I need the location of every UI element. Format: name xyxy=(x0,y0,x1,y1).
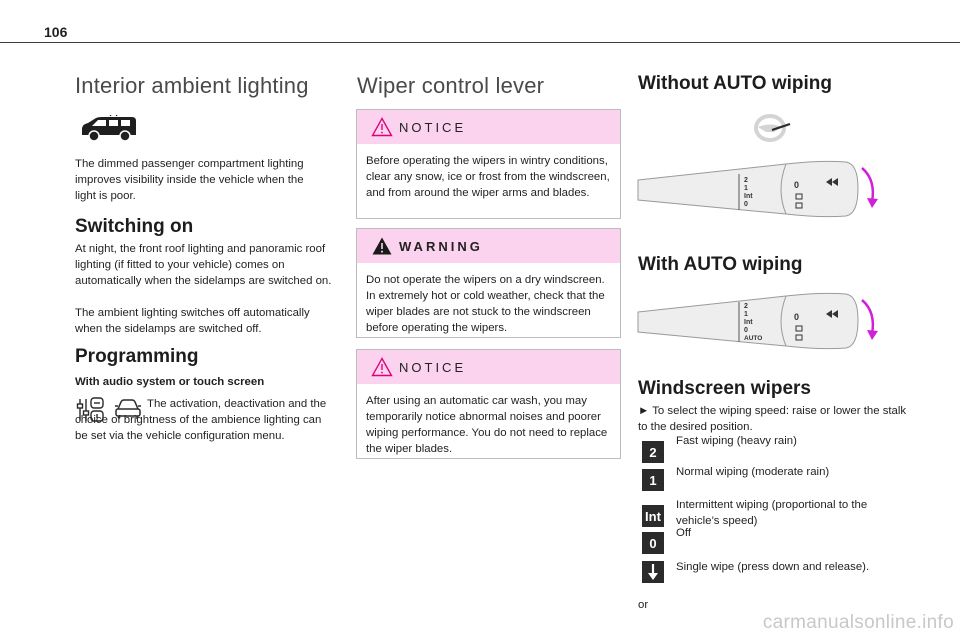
notice-text-2: After using an automatic car wash, you may temporarily notice abnormal noises and poorer wiping performance. You do not need to replace the wiper blades. xyxy=(366,395,608,455)
warning-label: WARNING xyxy=(399,238,483,254)
lever-auto-label-1: 1 xyxy=(744,311,748,318)
speed-text-2: Fast wiping (heavy rain) xyxy=(676,435,797,447)
lever-rear-0: 0 xyxy=(794,180,800,190)
list-item xyxy=(642,527,912,559)
notice-header-1 xyxy=(357,110,620,144)
speed-text-0: Off xyxy=(676,527,691,539)
arrow-down-icon xyxy=(647,563,659,581)
wiper-control-heading: Wiper control lever xyxy=(357,73,545,98)
speed-text-int: Intermittent wiping (proportional to the vehicle’s speed) xyxy=(676,499,868,527)
speed-text-single: Single wipe (press down and release). xyxy=(676,561,870,573)
notice-triangle-icon xyxy=(371,357,393,377)
notice-header-2 xyxy=(357,350,620,384)
switching-on-text: At night, the front roof lighting and panoramic roof lighting (if fitted to your vehicle) comes on automatically when the sidelamps are switched on. xyxy=(75,243,332,287)
page-number: 106 xyxy=(44,24,68,40)
notice-box-1 xyxy=(356,109,621,219)
lever-auto-label-0: 0 xyxy=(744,327,748,334)
warning-header xyxy=(357,229,620,263)
lever-label-0: 0 xyxy=(744,201,748,208)
lever-auto-label-int: Int xyxy=(744,319,753,326)
lever-label-1: 1 xyxy=(744,185,748,192)
with-auto-heading: With AUTO wiping xyxy=(638,254,803,275)
speed-badge-int: Int xyxy=(642,505,664,527)
arrow-down-icon xyxy=(862,300,873,334)
header-divider xyxy=(0,42,960,43)
list-item xyxy=(642,433,912,464)
lever-auto-rear-0: 0 xyxy=(794,312,800,322)
van-icon xyxy=(80,115,138,143)
without-auto-heading: Without AUTO wiping xyxy=(638,73,833,94)
watermark: carmanualsonline.info xyxy=(762,612,954,633)
programming-heading: Programming xyxy=(75,346,199,367)
wiping-speed-instruction: ► To select the wiping speed: raise or lower the stalk to the desired position. xyxy=(638,405,907,433)
ambient-lighting-heading: Interior ambient lighting xyxy=(75,73,309,98)
notice-label-2: NOTICE xyxy=(399,359,467,375)
lever-label-int: Int xyxy=(744,193,753,200)
list-item xyxy=(642,495,912,527)
speed-badge-2: 2 xyxy=(642,441,664,463)
list-item xyxy=(642,559,912,589)
lever-auto-label-2: 2 xyxy=(744,303,748,310)
list-item xyxy=(642,464,912,495)
warning-box xyxy=(356,228,621,338)
windscreen-wipers-heading: Windscreen wipers xyxy=(638,378,811,399)
warning-text: Do not operate the wipers on a dry windscreen. In extremely hot or cold weather, check that the wiper blades are not stuck to the windscreen before operating the wipers. xyxy=(366,274,605,334)
wiper-lever-auto-diagram xyxy=(636,290,880,354)
wiper-lever-diagram xyxy=(636,158,880,222)
or-text: or xyxy=(638,599,649,611)
steering-wheel-icon xyxy=(752,110,792,146)
notice-box-2 xyxy=(356,349,621,459)
speed-badge-0: 0 xyxy=(642,532,664,554)
lever-auto-label-auto: AUTO xyxy=(744,335,763,342)
programming-subheading: With audio system or touch screen xyxy=(75,376,265,388)
lever-label-2: 2 xyxy=(744,177,748,184)
single-wipe-badge xyxy=(642,561,664,583)
notice-triangle-icon xyxy=(371,117,393,137)
speed-list xyxy=(642,433,912,589)
speed-badge-1: 1 xyxy=(642,469,664,491)
warning-triangle-icon xyxy=(371,236,393,256)
programming-text: The activation, deactivation and the choice of brightness of the ambience lighting can be set via the vehicle configuration menu. xyxy=(75,398,327,442)
switching-off-text: The ambient lighting switches off automatically when the sidelamps are switched off. xyxy=(75,307,310,335)
speed-text-1: Normal wiping (moderate rain) xyxy=(676,466,830,478)
arrow-down-icon xyxy=(862,168,873,202)
switching-on-heading: Switching on xyxy=(75,216,194,237)
notice-label-1: NOTICE xyxy=(399,119,467,135)
ambient-intro-text: The dimmed passenger compartment lighting improves visibility inside the vehicle when the light is poor. xyxy=(75,158,304,202)
notice-text-1: Before operating the wipers in wintry conditions, clear any snow, ice or frost from the windscreen, and from around the wiper arms and blades. xyxy=(366,155,610,199)
